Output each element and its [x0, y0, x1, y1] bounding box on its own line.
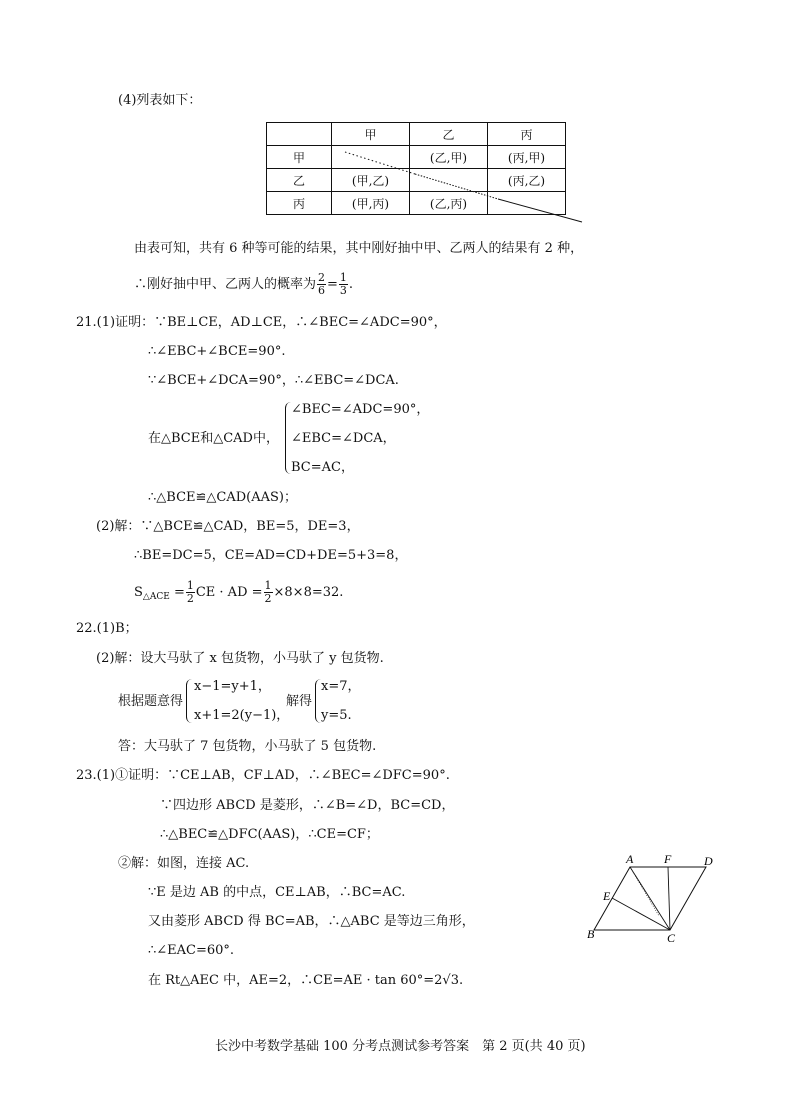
label-C: C: [667, 931, 676, 945]
q21-p2-line2: ∴BE=DC=5，CE=AD=CD+DE=5+3=8，: [134, 548, 408, 563]
q22-sys1-2: x+1=2(y−1)，: [194, 708, 290, 723]
label-F: F: [664, 852, 672, 866]
q21-line2: ∴∠EBC+∠BCE=90°.: [148, 344, 286, 359]
table-cell: 乙: [267, 169, 332, 192]
fraction: $\frac{1}{3}$: [339, 271, 347, 297]
q22-answer: 答：大马驮了 7 包货物，小马驮了 5 包货物.: [118, 739, 377, 754]
q23-line3: ∴△BEC≌△DFC(AAS)，∴CE=CF；: [160, 827, 379, 842]
q23-line4: ②解：如图，连接 AC.: [118, 856, 250, 871]
system-brace: [186, 679, 193, 723]
q21-sys-2: ∠EBC=∠DCA，: [291, 431, 396, 446]
fraction: $\frac{2}{6}$: [318, 271, 326, 297]
fraction: $\frac{1}{2}$: [186, 579, 194, 605]
sec4-intro: (4)列表如下：: [118, 93, 202, 108]
table-cell: (乙,丙): [410, 192, 488, 215]
q21-area-line: $S_{\triangle ACE}$ = $\frac{1}{2}$ CE · AD = $\frac{1}{2}$ ×8×8=32.: [134, 579, 344, 605]
q21-sys-3: BC=AC，: [291, 460, 354, 475]
q23-line1: 23.(1)①证明：∵CE⊥AB，CF⊥AD，∴∠BEC=∠DFC=90°.: [76, 768, 450, 783]
table-cell: (甲,乙): [332, 169, 410, 192]
q21-line5: ∴△BCE≌△CAD(AAS)；: [148, 490, 297, 505]
q22-sys2-1: x=7，: [321, 679, 361, 694]
q23-line8: 在 Rt△AEC 中，AE=2，∴CE=AE · tan 60°=2√3.: [148, 973, 464, 988]
label-D: D: [704, 854, 713, 868]
q22-line3-mid: 解得: [286, 694, 313, 709]
sec4-line2: ∴刚好抽中甲、乙两人的概率为 $\frac{2}{6}$ = $\frac{1}{3}$ .: [134, 271, 354, 297]
sec4-line1: 由表可知，共有 6 种等可能的结果，其中刚好抽中甲、乙两人的结果有 2 种，: [134, 241, 584, 256]
label-E: E: [603, 889, 611, 903]
table-cell: 甲: [267, 146, 332, 169]
label-B: B: [587, 927, 595, 941]
q22-line2: (2)解：设大马驮了 x 包货物，小马驮了 y 包货物.: [96, 651, 384, 666]
q21-sys-1: ∠BEC=∠ADC=90°，: [291, 402, 430, 417]
q21-line1: 21.(1)证明：∵BE⊥CE，AD⊥CE，∴∠BEC=∠ADC=90°，: [76, 315, 447, 330]
table-cell: 丙: [267, 192, 332, 215]
q21-line4-prefix: 在△BCE和△CAD中，: [148, 431, 279, 446]
q22-sys2-2: y=5.: [321, 708, 352, 723]
sec4-line2-prefix: ∴刚好抽中甲、乙两人的概率为: [134, 277, 317, 292]
q21-p2-line1: (2)解：∵△BCE≌△CAD，BE=5，DE=3，: [96, 519, 360, 534]
table-cell: (乙,甲): [410, 146, 488, 169]
q22-line3-prefix: 根据题意得: [118, 694, 184, 709]
table-cell: (甲,丙): [332, 192, 410, 215]
table-cell: 甲: [332, 123, 410, 146]
table-cell: (丙,甲): [488, 146, 566, 169]
q22-line1: 22.(1)B；: [76, 621, 138, 636]
q22-sys1-1: x−1=y+1，: [194, 679, 271, 694]
label-A: A: [626, 852, 634, 866]
rhombus-figure: [585, 850, 725, 945]
page-footer: 长沙中考数学基础 100 分考点测试参考答案 第 2 页(共 40 页): [215, 1039, 586, 1054]
table-cell: (丙,乙): [488, 169, 566, 192]
q21-line3: ∵∠BCE+∠DCA=90°，∴∠EBC=∠DCA.: [148, 373, 399, 388]
table-cell: 乙: [410, 123, 488, 146]
q23-line2: ∵四边形 ABCD 是菱形，∴∠B=∠D，BC=CD，: [160, 798, 455, 813]
table-diagonal: [0, 0, 789, 260]
fraction: $\frac{1}{2}$: [264, 579, 272, 605]
table-cell: 丙: [488, 123, 566, 146]
q23-line7: ∴∠EAC=60°.: [148, 943, 235, 958]
q23-line6: 又由菱形 ABCD 得 BC=AB，∴△ABC 是等边三角形，: [148, 914, 475, 929]
q23-line5: ∵E 是边 AB 的中点，CE⊥AB，∴BC=AC.: [148, 885, 406, 900]
